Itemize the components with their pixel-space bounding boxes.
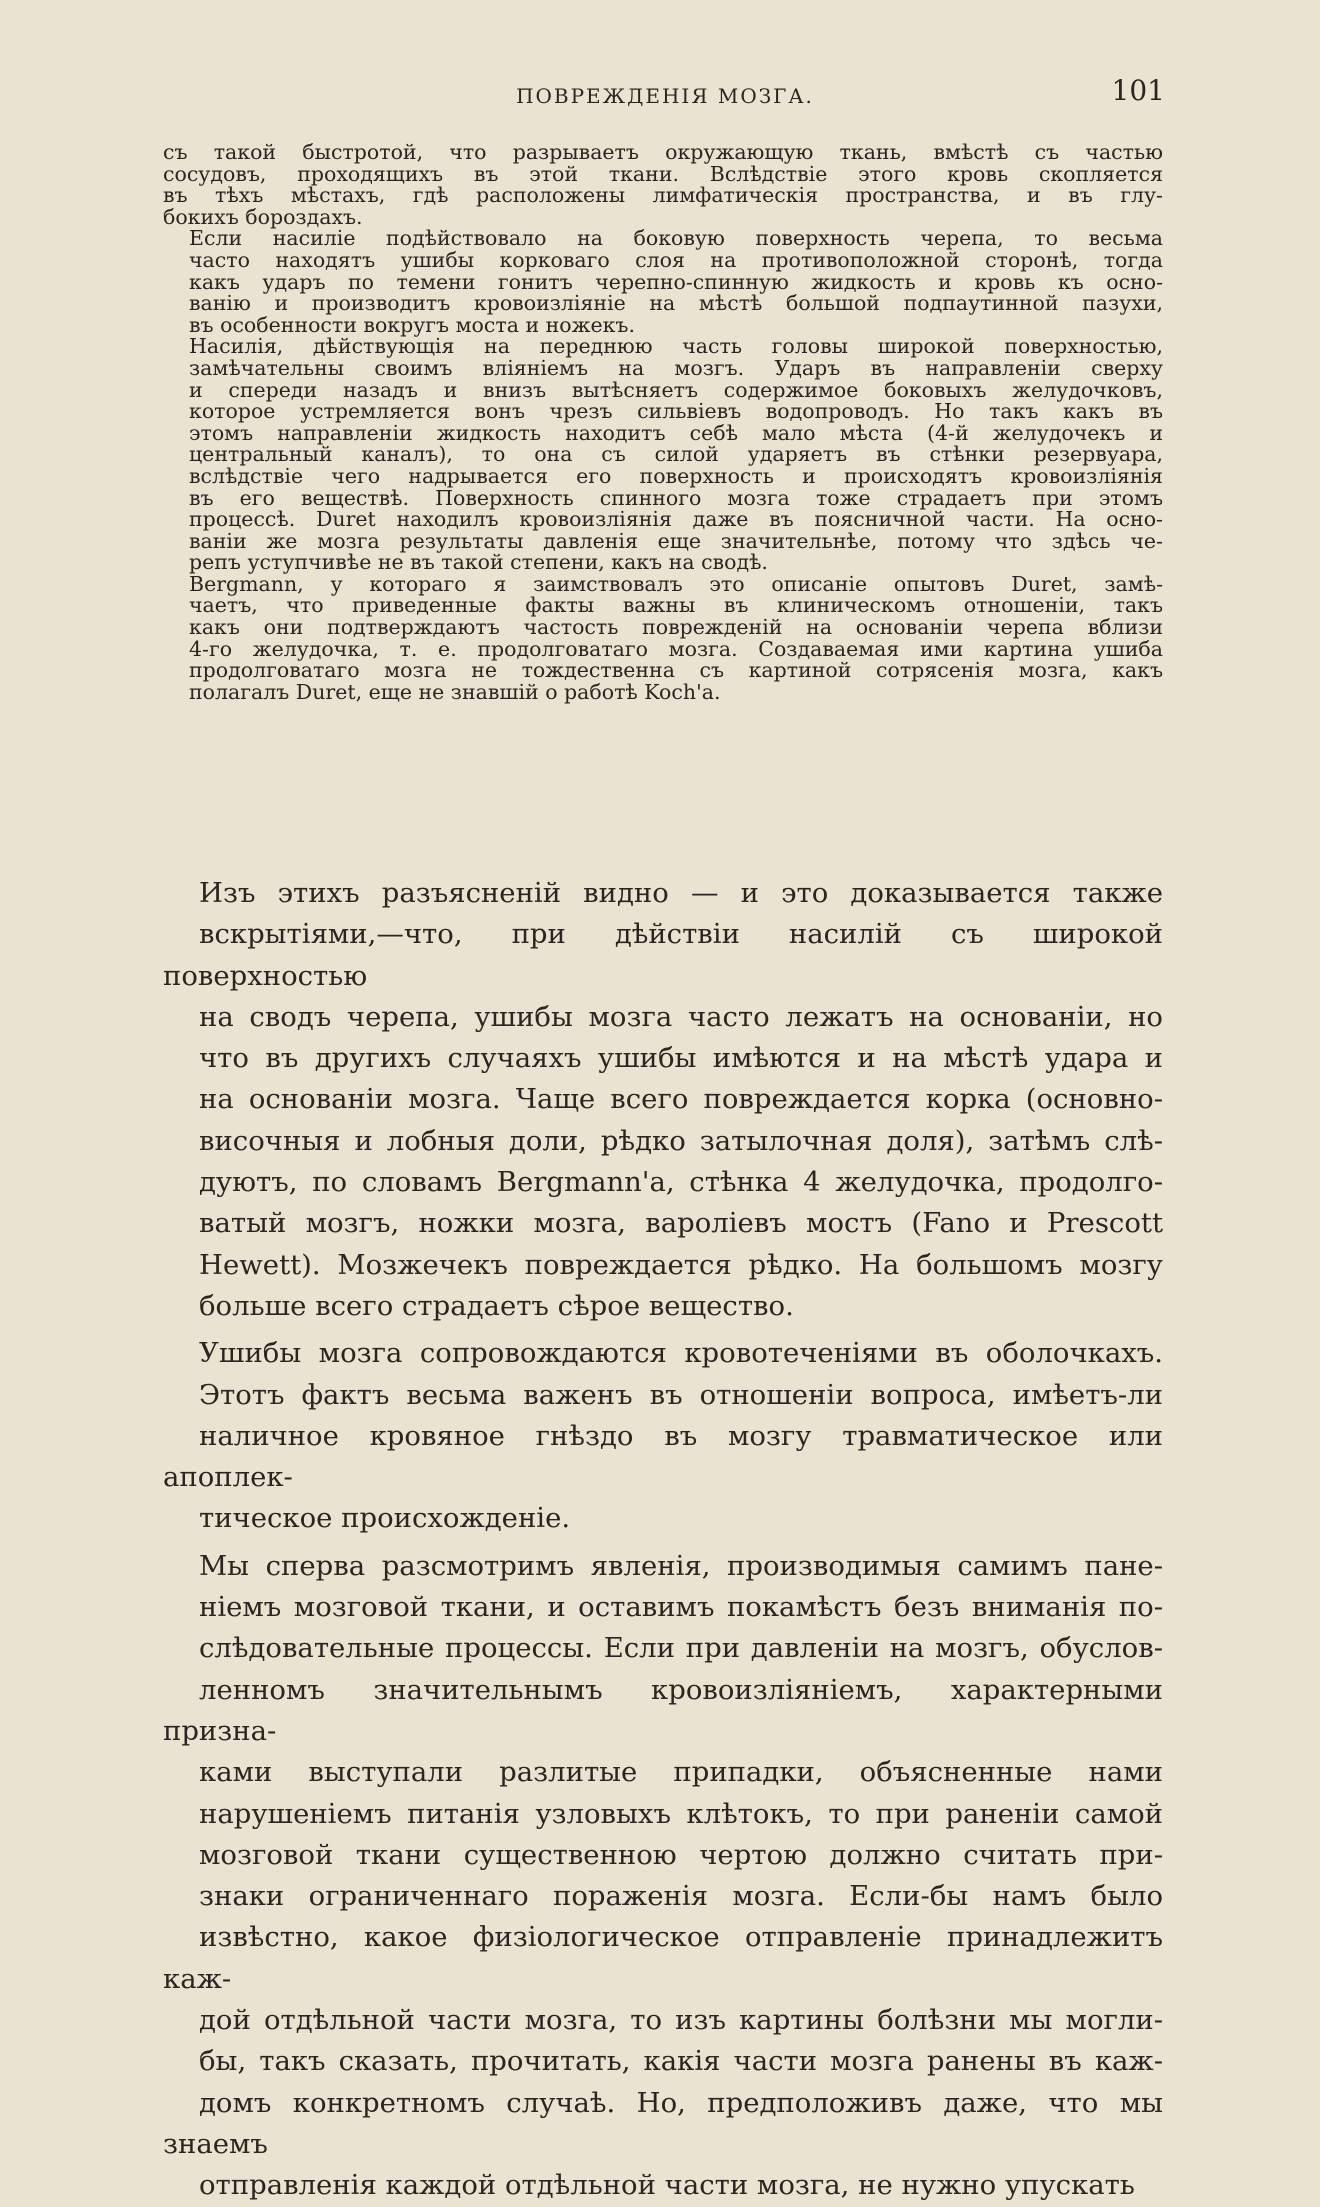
paragraph: [163, 142, 1163, 228]
text-line: Мы сперва разсмотримъ явленія, производимыя самимъ пане-: [199, 1549, 1163, 1582]
text-line: ватый мозгъ, ножки мозга, вароліевъ мостъ (Fano и Prescott: [199, 1207, 1163, 1240]
text-line: вслѣдствіе чего надрывается его поверхность и происходятъ кровоизліянія: [189, 463, 1163, 488]
page-header: [165, 74, 1165, 114]
text-line: этомъ направленіи жидкость находитъ себѣ мало мѣста (4-й желудочекъ и: [189, 420, 1163, 445]
text-line: съ такой быстротой, что разрываетъ окружающую ткань, вмѣстѣ съ частью: [163, 140, 1163, 164]
text-line: центральный каналъ), то она съ силой ударяетъ въ стѣнки резервуара,: [189, 442, 1163, 467]
text-line: тическое происхожденіе.: [199, 1502, 571, 1535]
main-text-section: [163, 873, 1163, 2207]
text-line: бы, такъ сказать, прочитать, какія части мозга ранены въ каж-: [199, 2045, 1163, 2078]
text-line: ленномъ значительнымъ кровоизліяніемъ, характерными призна-: [163, 1673, 1163, 1747]
text-line: въ особенности вокругъ моста и ножекъ.: [189, 312, 635, 337]
text-line: Hewett). Мозжечекъ повреждается рѣдко. На большомъ мозгу: [199, 1248, 1163, 1281]
text-line: бокихъ бороздахъ.: [163, 204, 363, 229]
paragraph: [163, 336, 1163, 574]
text-line: замѣчательны своимъ вліяніемъ на мозгъ. Ударъ въ направленіи сверху: [189, 355, 1163, 380]
text-line: полагалъ Duret, еще не знавшій о работѣ Koch'а.: [189, 679, 721, 704]
text-line: на сводъ черепа, ушибы мозга часто лежатъ на основаніи, но: [199, 1000, 1163, 1033]
text-line: которое устремляется вонъ чрезъ сильвіевъ водопроводъ. Но такъ какъ въ: [189, 399, 1163, 424]
text-line: ніемъ мозговой ткани, и оставимъ покамѣстъ безъ вниманія по-: [199, 1591, 1163, 1624]
text-line: Этотъ фактъ весьма важенъ въ отношеніи вопроса, имѣетъ-ли: [199, 1378, 1163, 1411]
text-line: какъ они подтверждаютъ частость поврежденій на основаніи черепа вблизи: [189, 615, 1163, 640]
text-line: Если насиліе подѣйствовало на боковую поверхность черепа, то весьма: [189, 226, 1163, 251]
text-line: на основаніи мозга. Чаще всего повреждается корка (основно-: [199, 1083, 1163, 1116]
text-line: слѣдовательные процессы. Если при давленіи на мозгъ, обуслов-: [199, 1632, 1163, 1665]
paragraph: [163, 571, 1163, 704]
text-line: репъ уступчивѣе не въ такой степени, какъ на сводѣ.: [189, 550, 768, 575]
paragraph: [163, 1333, 1163, 1539]
text-line: отправленія каждой отдѣльной части мозга, не нужно упускать: [199, 2169, 1135, 2202]
text-line: наличное кровяное гнѣздо въ мозгу травматическое или апоплек-: [163, 1419, 1163, 1494]
text-line: Насилія, дѣйствующія на переднюю часть головы широкой поверхностью,: [189, 334, 1163, 359]
text-line: сосудовъ, проходящихъ въ этой ткани. Вслѣдствіе этого кровь скопляется: [163, 161, 1163, 186]
text-line: чаетъ, что приведенные факты важны въ клиническомъ отношеніи, такъ: [189, 593, 1163, 618]
running-title: ПОВРЕЖДЕНІЯ МОЗГА.: [516, 84, 814, 108]
page-number: 101: [1111, 74, 1165, 107]
text-line: извѣстно, какое физіологическое отправленіе принадлежитъ каж-: [163, 1921, 1163, 1995]
text-line: ками выступали разлитые припадки, объясненные нами: [199, 1756, 1163, 1789]
text-line: продолговатаго мозга не тождественна съ картиной сотрясенія мозга, какъ: [189, 658, 1163, 683]
text-line: часто находятъ ушибы корковаго слоя на противоположной сторонѣ, тогда: [189, 247, 1163, 272]
text-line: мозговой ткани существенною чертою должно считать при-: [199, 1838, 1163, 1871]
text-line: ванію и производитъ кровоизліяніе на мѣстѣ большой подпаутинной пазухи,: [189, 291, 1163, 316]
text-line: Изъ этихъ разъясненій видно — и это доказывается также: [199, 877, 1163, 909]
text-line: и спереди назадъ и внизъ вытѣсняетъ содержимое боковыхъ желудочковъ,: [189, 377, 1163, 402]
text-line: нарушеніемъ питанія узловыхъ клѣтокъ, то при раненіи самой: [199, 1797, 1163, 1830]
text-line: Ушибы мозга сопровождаются кровотеченіями въ оболочкахъ.: [199, 1337, 1163, 1370]
text-line: какъ ударъ по темени гонитъ черепно-спинную жидкость и кровь къ осно-: [189, 269, 1163, 294]
text-line: въ тѣхъ мѣстахъ, гдѣ расположены лимфатическія пространства, и въ глу-: [163, 183, 1163, 208]
text-line: височныя и лобныя доли, рѣдко затылочная доля), затѣмъ слѣ-: [199, 1124, 1163, 1157]
text-line: 4-го желудочка, т. е. продолговатаго мозга. Создаваемая ими картина ушиба: [189, 636, 1163, 661]
text-line: дой отдѣльной части мозга, то изъ картины болѣзни мы могли-: [199, 2004, 1163, 2037]
text-line: Bergmann, у котораго я заимствовалъ это описаніе опытовъ Duret, замѣ-: [189, 571, 1163, 596]
text-line: ваніи же мозга результаты давленія еще значительнѣе, потому что здѣсь че-: [189, 528, 1163, 553]
paragraph: [163, 1546, 1163, 2207]
small-print-section: [163, 142, 1163, 703]
text-line: что въ другихъ случаяхъ ушибы имѣются и на мѣстѣ удара и: [199, 1042, 1163, 1075]
text-line: въ его веществѣ. Поверхность спинного мозга тоже страдаетъ при этомъ: [189, 485, 1163, 510]
text-line: процессѣ. Duret находилъ кровоизліянія даже въ поясничной части. На осно-: [189, 507, 1163, 532]
text-line: домъ конкретномъ случаѣ. Но, предположивъ даже, что мы знаемъ: [163, 2086, 1163, 2160]
text-line: вскрытіями,—что, при дѣйствіи насилій съ широкой поверхностью: [163, 918, 1163, 992]
text-line: больше всего страдаетъ сѣрое вещество.: [199, 1289, 794, 1322]
text-line: знаки ограниченнаго пораженія мозга. Если-бы намъ было: [199, 1880, 1163, 1913]
paragraph: [163, 228, 1163, 336]
paragraph: [163, 873, 1163, 1327]
text-line: дуютъ, по словамъ Bergmann'а, стѣнка 4 желудочка, продолго-: [199, 1166, 1163, 1199]
